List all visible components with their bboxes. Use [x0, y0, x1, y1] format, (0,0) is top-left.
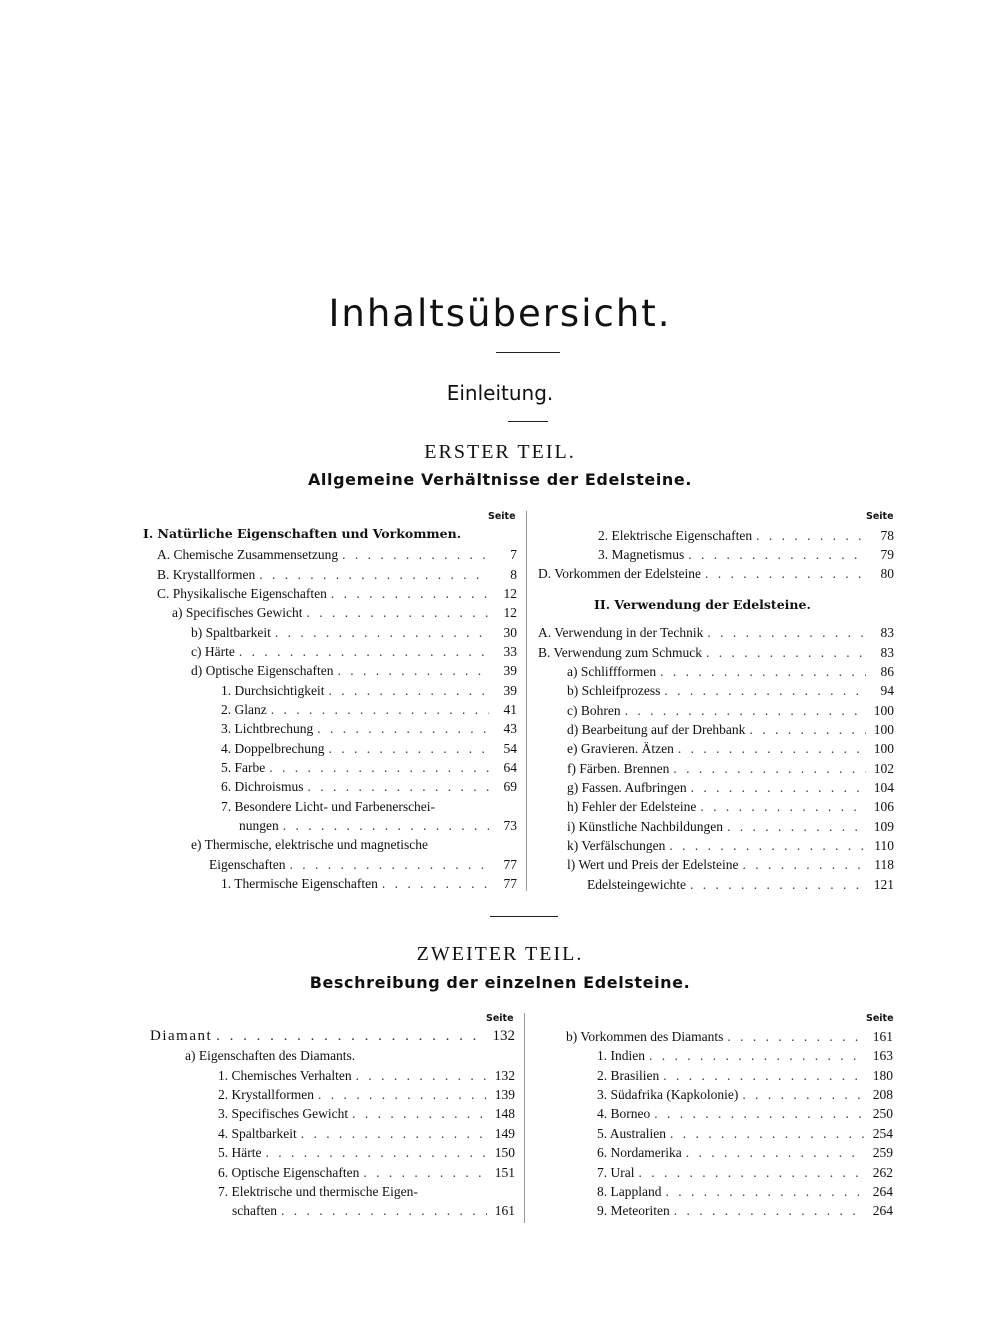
- page-number: 86: [880, 664, 894, 679]
- page-number: 109: [873, 819, 894, 834]
- leader-dots: [727, 1027, 865, 1046]
- toc-entry[interactable]: f) Färben. Brennen . . . 102: [567, 759, 894, 778]
- toc-entry[interactable]: 5. Härte . . . 150: [218, 1143, 515, 1162]
- page-number: 161: [494, 1203, 515, 1218]
- part1-subtitle: Allgemeine Verhältnisse der Edelsteine.: [307, 470, 693, 489]
- leader-dots: [727, 817, 866, 836]
- part1-section-1: I. Natürliche Eigenschaften und Vorkommen.: [143, 526, 462, 541]
- toc-entry[interactable]: 1. Thermische Eigenschaften . . . 77: [221, 874, 517, 893]
- page-number: 100: [873, 722, 894, 737]
- page-number: 163: [872, 1048, 893, 1063]
- toc-entry[interactable]: 4. Doppelbrechung . . . 54: [221, 739, 517, 758]
- page-number: 43: [503, 721, 517, 736]
- einleitung-divider: [508, 421, 548, 422]
- leader-dots: [654, 1104, 865, 1123]
- toc-entry[interactable]: 3. Südafrika (Kapkolonie) . . . 208: [597, 1085, 893, 1104]
- page-number: 148: [494, 1106, 515, 1121]
- toc-entry[interactable]: d) Bearbeitung auf der Drehbank . . . 100: [567, 720, 894, 739]
- toc-entry[interactable]: 6. Dichroismus . . . 69: [221, 777, 517, 796]
- toc-entry[interactable]: 1. Indien . . . 163: [597, 1046, 893, 1065]
- leader-dots: [663, 1066, 865, 1085]
- toc-entry[interactable]: 3. Specifisches Gewicht . . . 148: [218, 1104, 515, 1123]
- leader-dots: [216, 1027, 487, 1046]
- leader-dots: [705, 564, 866, 583]
- page-number: 132: [492, 1028, 515, 1044]
- toc-entry[interactable]: C. Physikalische Eigenschaften . . . 12: [157, 584, 517, 603]
- page-number: 132: [494, 1068, 515, 1083]
- page-number: 69: [503, 779, 517, 794]
- leader-dots: [649, 1046, 865, 1065]
- page-number: 8: [510, 567, 517, 582]
- toc-entry[interactable]: A. Chemische Zusammensetzung . . . 7: [157, 545, 517, 564]
- toc-entry[interactable]: 3. Magnetismus . . . 79: [598, 545, 894, 564]
- page-number: 100: [873, 741, 894, 756]
- leader-dots: [686, 1143, 865, 1162]
- toc-entry[interactable]: A. Verwendung in der Technik . . . 83: [538, 623, 894, 642]
- page-number: 12: [503, 605, 517, 620]
- toc-entry[interactable]: 7. Besondere Licht- und Farbenerschei-: [221, 799, 436, 814]
- leader-dots: [269, 758, 489, 777]
- toc-entry[interactable]: 5. Farbe . . . 64: [221, 758, 517, 777]
- leader-dots: [328, 739, 489, 758]
- part1-heading: ERSTER TEIL.: [424, 441, 576, 463]
- leader-dots: [331, 584, 489, 603]
- page-number: 80: [880, 566, 894, 581]
- toc-entry[interactable]: 6. Nordamerika . . . 259: [597, 1143, 893, 1162]
- leader-dots: [328, 681, 489, 700]
- page-number: 121: [873, 877, 894, 892]
- toc-entry[interactable]: e) Gravieren. Ätzen . . . 100: [567, 739, 894, 758]
- part1-left-seite-label: Seite: [488, 511, 516, 522]
- page-number: 100: [873, 703, 894, 718]
- page-number: 12: [503, 586, 517, 601]
- toc-entry[interactable]: Edelsteingewichte . . . 121: [587, 875, 894, 894]
- leader-dots: [691, 778, 866, 797]
- toc-entry[interactable]: Eigenschaften . . . 77: [209, 855, 517, 874]
- toc-entry[interactable]: a) Schliffformen . . . 86: [567, 662, 894, 681]
- toc-entry[interactable]: c) Bohren . . . 100: [567, 701, 894, 720]
- leader-dots: [690, 875, 866, 894]
- page-number: 78: [880, 528, 894, 543]
- page-number: 64: [503, 760, 517, 775]
- leader-dots: [306, 603, 489, 622]
- leader-dots: [678, 739, 866, 758]
- leader-dots: [318, 1085, 487, 1104]
- page-number: 104: [873, 780, 894, 795]
- toc-entry[interactable]: l) Wert und Preis der Edelsteine . . . 118: [567, 855, 894, 874]
- toc-entry[interactable]: b) Spaltbarkeit . . . 30: [191, 623, 517, 642]
- leader-dots: [281, 1201, 487, 1220]
- leader-dots: [308, 777, 490, 796]
- leader-dots: [342, 545, 489, 564]
- page-number: 262: [872, 1165, 893, 1180]
- part-divider: [490, 916, 558, 917]
- page-number: 39: [503, 663, 517, 678]
- toc-entry[interactable]: b) Schleifprozess . . . 94: [567, 681, 894, 700]
- einleitung-heading: Einleitung.: [446, 381, 554, 405]
- page-number: 139: [494, 1087, 515, 1102]
- leader-dots: [639, 1163, 866, 1182]
- leader-dots: [706, 643, 866, 662]
- leader-dots: [673, 759, 866, 778]
- page-number: 33: [503, 644, 517, 659]
- toc-entry[interactable]: g) Fassen. Aufbringen . . . 104: [567, 778, 894, 797]
- page-number: 54: [503, 741, 517, 756]
- page-number: 106: [873, 799, 894, 814]
- leader-dots: [271, 700, 489, 719]
- leader-dots: [275, 623, 489, 642]
- page-number: 77: [503, 857, 517, 872]
- page-number: 110: [874, 838, 894, 853]
- leader-dots: [749, 720, 866, 739]
- leader-dots: [665, 1182, 865, 1201]
- leader-dots: [265, 1143, 487, 1162]
- toc-entry[interactable]: a) Eigenschaften des Diamants.: [185, 1048, 356, 1063]
- page-number: 264: [872, 1184, 893, 1199]
- title-divider: [496, 352, 560, 353]
- leader-dots: [660, 662, 866, 681]
- toc-entry[interactable]: 6. Optische Eigenschaften . . . 151: [218, 1163, 515, 1182]
- page-number: 102: [873, 761, 894, 776]
- toc-entry[interactable]: 3. Lichtbrechung . . . 43: [221, 719, 517, 738]
- toc-entry[interactable]: 7. Ural . . . 262: [597, 1163, 893, 1182]
- leader-dots: [743, 855, 867, 874]
- page-number: 118: [874, 857, 894, 872]
- page-number: 264: [872, 1203, 893, 1218]
- page-number: 94: [880, 683, 894, 698]
- part2-left-seite-label: Seite: [486, 1013, 514, 1024]
- leader-dots: [363, 1163, 487, 1182]
- toc-entry[interactable]: b) Vorkommen des Diamants . . . 161: [566, 1027, 893, 1046]
- page-number: 83: [880, 645, 894, 660]
- toc-entry[interactable]: 2. Brasilien . . . 180: [597, 1066, 893, 1085]
- part1-section-2: II. Verwendung der Edelsteine.: [594, 597, 811, 612]
- leader-dots: [239, 642, 489, 661]
- page-number: 208: [872, 1087, 893, 1102]
- toc-entry[interactable]: B. Krystallformen . . . 8: [157, 565, 517, 584]
- toc-entry[interactable]: nungen . . . 73: [239, 816, 517, 835]
- leader-dots: [742, 1085, 865, 1104]
- page-number: 180: [872, 1068, 893, 1083]
- toc-entry[interactable]: d) Optische Eigenschaften . . . 39: [191, 661, 517, 680]
- toc-entry[interactable]: a) Specifisches Gewicht . . . 12: [172, 603, 517, 622]
- part2-column-divider: [524, 1013, 525, 1223]
- toc-entry[interactable]: Diamant . . . 132: [150, 1027, 515, 1046]
- leader-dots: [756, 526, 866, 545]
- toc-entry[interactable]: 9. Meteoriten . . . 264: [597, 1201, 893, 1220]
- toc-entry[interactable]: 2. Krystallformen . . . 139: [218, 1085, 515, 1104]
- part1-right-seite-label: Seite: [866, 511, 894, 522]
- leader-dots: [700, 797, 866, 816]
- toc-entry[interactable]: i) Künstliche Nachbildungen . . . 109: [567, 817, 894, 836]
- toc-entry[interactable]: 7. Elektrische und thermische Eigen-: [218, 1184, 418, 1199]
- part2-subtitle: Beschreibung der einzelnen Edelsteine.: [309, 973, 691, 992]
- page-number: 250: [872, 1106, 893, 1121]
- toc-entry[interactable]: 1. Durchsichtigkeit . . . 39: [221, 681, 517, 700]
- leader-dots: [664, 681, 866, 700]
- leader-dots: [283, 816, 489, 835]
- toc-entry[interactable]: e) Thermische, elektrische und magnetische: [191, 837, 429, 852]
- page-number: 161: [872, 1029, 893, 1044]
- leader-dots: [259, 565, 489, 584]
- leader-dots: [688, 545, 866, 564]
- page-number: 149: [494, 1126, 515, 1141]
- toc-entry[interactable]: k) Verfälschungen . . . 110: [567, 836, 894, 855]
- leader-dots: [289, 855, 489, 874]
- toc-entry[interactable]: 5. Australien . . . 254: [597, 1124, 893, 1143]
- toc-entry[interactable]: 8. Lappland . . . 264: [597, 1182, 893, 1201]
- leader-dots: [707, 623, 866, 642]
- page-number: 41: [503, 702, 517, 717]
- toc-entry[interactable]: 2. Elektrische Eigenschaften . . . 78: [598, 526, 894, 545]
- part2-heading: ZWEITER TEIL.: [416, 943, 584, 965]
- page-title: Inhaltsübersicht.: [328, 292, 672, 335]
- leader-dots: [670, 1124, 865, 1143]
- leader-dots: [674, 1201, 865, 1220]
- page-number: 77: [503, 876, 517, 891]
- toc-entry[interactable]: B. Verwendung zum Schmuck . . . 83: [538, 643, 894, 662]
- toc-entry[interactable]: 2. Glanz . . . 41: [221, 700, 517, 719]
- leader-dots: [356, 1066, 487, 1085]
- page-number: 259: [872, 1145, 893, 1160]
- leader-dots: [669, 836, 866, 855]
- page-number: 30: [503, 625, 517, 640]
- toc-entry[interactable]: h) Fehler der Edelsteine . . . 106: [567, 797, 894, 816]
- leader-dots: [352, 1104, 487, 1123]
- page-number: 79: [880, 547, 894, 562]
- toc-entry[interactable]: 4. Spaltbarkeit . . . 149: [218, 1124, 515, 1143]
- page-number: 73: [503, 818, 517, 833]
- leader-dots: [625, 701, 866, 720]
- page-number: 83: [880, 625, 894, 640]
- toc-entry[interactable]: 1. Chemisches Verhalten . . . 132: [218, 1066, 515, 1085]
- page-number: 7: [510, 547, 517, 562]
- page-number: 39: [503, 683, 517, 698]
- page-number: 151: [494, 1165, 515, 1180]
- part1-column-divider: [526, 511, 527, 891]
- page-number: 254: [872, 1126, 893, 1141]
- toc-entry[interactable]: 4. Borneo . . . 250: [597, 1104, 893, 1123]
- leader-dots: [337, 661, 489, 680]
- leader-dots: [301, 1124, 487, 1143]
- leader-dots: [382, 874, 489, 893]
- page-number: 150: [494, 1145, 515, 1160]
- part2-right-seite-label: Seite: [866, 1013, 894, 1024]
- toc-entry[interactable]: c) Härte . . . 33: [191, 642, 517, 661]
- toc-entry[interactable]: schaften . . . 161: [232, 1201, 515, 1220]
- leader-dots: [317, 719, 489, 738]
- toc-entry[interactable]: D. Vorkommen der Edelsteine . . . 80: [538, 564, 894, 583]
